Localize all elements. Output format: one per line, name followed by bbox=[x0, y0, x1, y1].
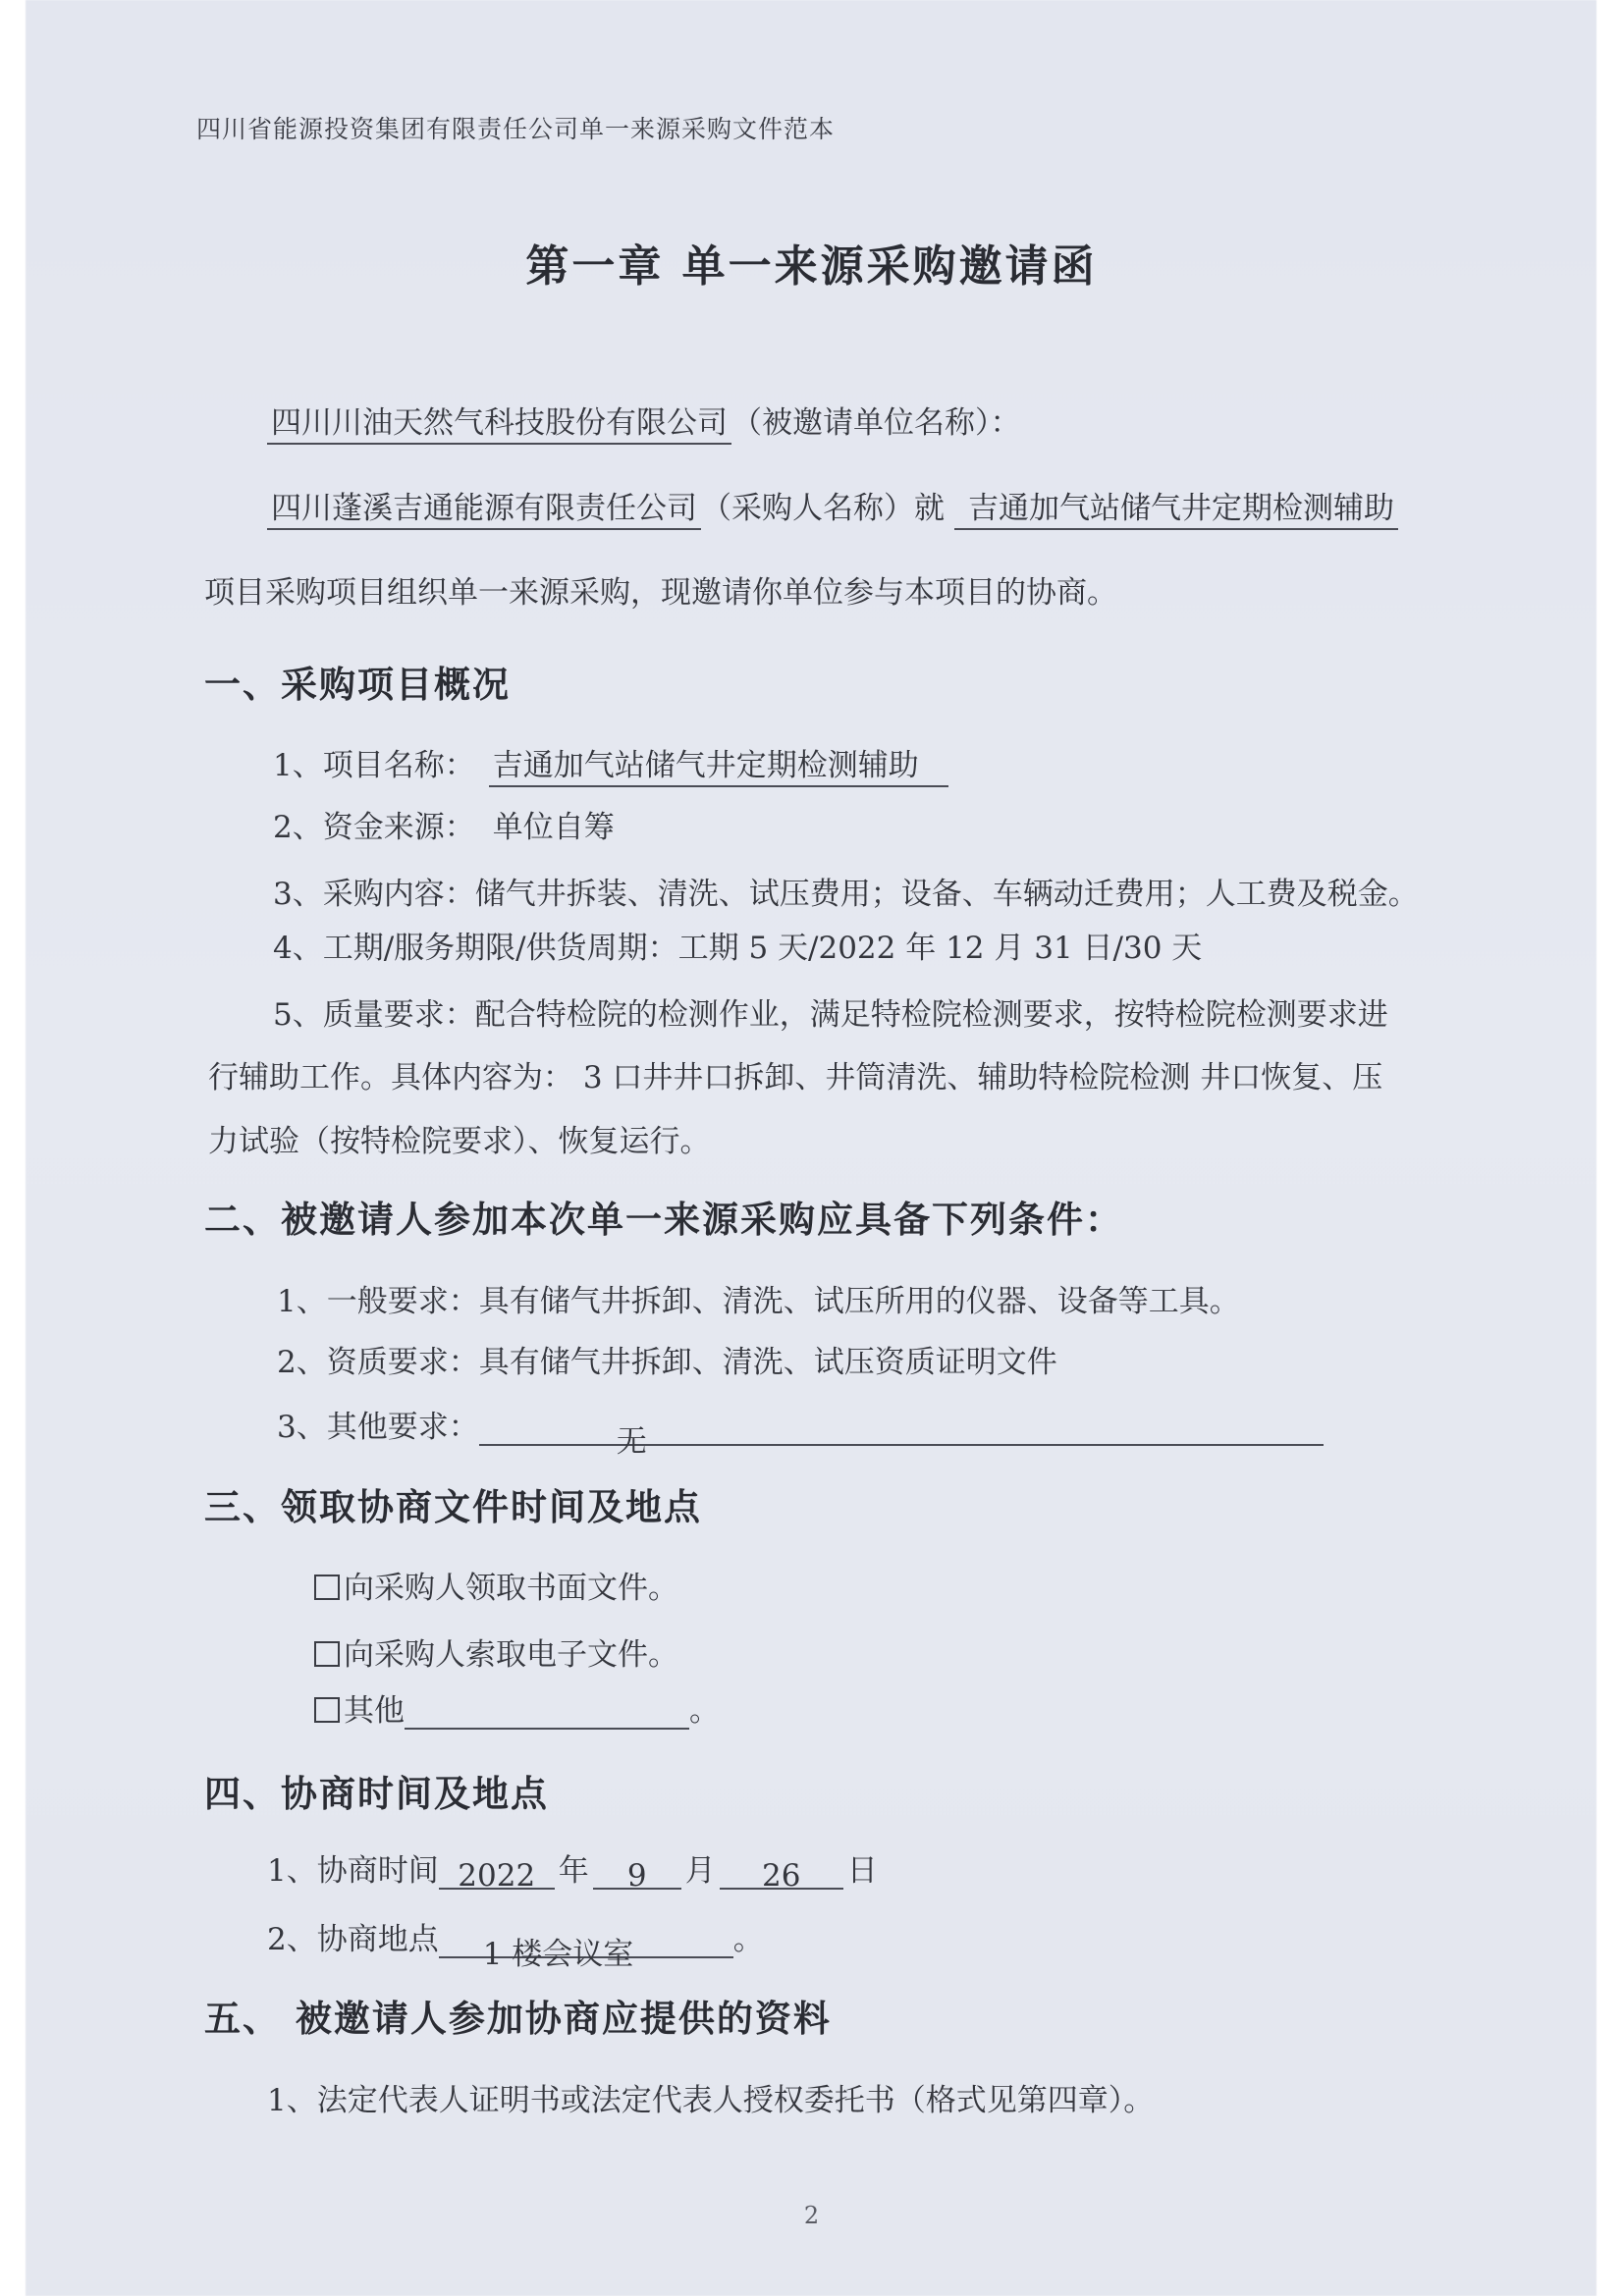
section3-option2 bbox=[314, 1629, 678, 1674]
item2-value: 单位自筹 bbox=[492, 810, 615, 845]
invitee-line bbox=[267, 398, 1021, 442]
section3-option1 bbox=[314, 1563, 678, 1607]
month-unit: 月 bbox=[684, 1853, 716, 1889]
section1-item3: 3、采购内容：储气井拆装、清洗、试压费用；设备、车辆动迁费用；人工费及税金。 bbox=[273, 877, 1419, 912]
section2-item3 bbox=[277, 1402, 1324, 1460]
section1-item5-line1: 5、质量要求：配合特检院的检测作业，满足特检院检测要求，按特检院检测要求进 bbox=[273, 997, 1388, 1033]
item1-label: 1、项目名称： bbox=[273, 748, 475, 783]
checkbox-icon bbox=[314, 1575, 340, 1600]
item1-value: 吉通加气站储气井定期检测辅助 bbox=[489, 748, 948, 787]
place-value: 1 楼会议室 bbox=[439, 1929, 733, 1958]
section1-item1 bbox=[273, 740, 948, 784]
document-header: 四川省能源投资集团有限责任公司单一来源采购文件范本 bbox=[196, 115, 836, 143]
year-value: 2022 bbox=[439, 1858, 555, 1890]
purchaser-name: 四川蓬溪吉通能源有限责任公司 bbox=[267, 491, 701, 530]
section2-item1: 1、一般要求：具有储气井拆卸、清洗、试压所用的仪器、设备等工具。 bbox=[277, 1284, 1240, 1319]
option3-blank bbox=[405, 1698, 689, 1730]
option2-label: 向采购人索取电子文件。 bbox=[344, 1637, 678, 1673]
section1-item4: 4、工期/服务期限/供货周期：工期 5 天/2022 年 12 月 31 日/30 天 bbox=[273, 931, 1203, 966]
section1-item5-line3: 力试验（按特检院要求）、恢复运行。 bbox=[208, 1124, 711, 1159]
purchaser-note: （采购人名称）就 bbox=[701, 491, 945, 526]
purchaser-line bbox=[267, 483, 1398, 527]
section2-heading: 二、被邀请人参加本次单一来源采购应具备下列条件： bbox=[204, 1198, 1123, 1241]
time-label: 1、协商时间 bbox=[267, 1853, 439, 1889]
option1-label: 向采购人领取书面文件。 bbox=[344, 1571, 678, 1606]
day-value: 26 bbox=[720, 1858, 843, 1890]
page-number: 2 bbox=[803, 2202, 820, 2229]
option3-end: 。 bbox=[689, 1693, 720, 1729]
section3-heading: 三、领取协商文件时间及地点 bbox=[204, 1485, 702, 1528]
section1-item2 bbox=[273, 802, 615, 846]
section2-item2: 2、资质要求：具有储气井拆卸、清洗、试压资质证明文件 bbox=[277, 1345, 1057, 1380]
day-unit: 日 bbox=[846, 1853, 878, 1889]
chapter-title: 第一章 单一来源采购邀请函 bbox=[525, 241, 1098, 292]
item2-label: 2、资金来源： bbox=[273, 810, 475, 845]
section5-heading: 五、 被邀请人参加协商应提供的资料 bbox=[204, 1997, 832, 2040]
section4-place bbox=[267, 1914, 764, 1972]
year-unit: 年 bbox=[558, 1853, 589, 1889]
section5-item1: 1、法定代表人证明书或法定代表人授权委托书（格式见第四章）。 bbox=[267, 2083, 1155, 2118]
month-value: 9 bbox=[593, 1858, 681, 1890]
project-name: 吉通加气站储气井定期检测辅助 bbox=[954, 491, 1398, 530]
place-end: 。 bbox=[732, 1922, 764, 1957]
invite-line-2: 项目采购项目组织单一来源采购，现邀请你单位参与本项目的协商。 bbox=[204, 575, 1117, 611]
item3-value: 无 bbox=[479, 1416, 1324, 1446]
place-label: 2、协商地点 bbox=[267, 1922, 439, 1957]
section4-heading: 四、协商时间及地点 bbox=[204, 1772, 549, 1815]
section3-option3 bbox=[314, 1685, 720, 1730]
invitee-note: （被邀请单位名称）： bbox=[731, 405, 1021, 441]
invitee-name: 四川川油天然气科技股份有限公司 bbox=[267, 405, 731, 445]
checkbox-icon bbox=[314, 1697, 340, 1723]
section1-heading: 一、采购项目概况 bbox=[204, 663, 511, 706]
item3-label: 3、其他要求： bbox=[277, 1410, 479, 1445]
checkbox-icon bbox=[314, 1641, 340, 1667]
section4-time bbox=[267, 1845, 878, 1894]
option3-label: 其他 bbox=[344, 1693, 405, 1729]
section1-item5-line2: 行辅助工作。具体内容为： 3 口井井口拆卸、井筒清洗、辅助特检院检测 井口恢复、压 bbox=[208, 1060, 1383, 1095]
